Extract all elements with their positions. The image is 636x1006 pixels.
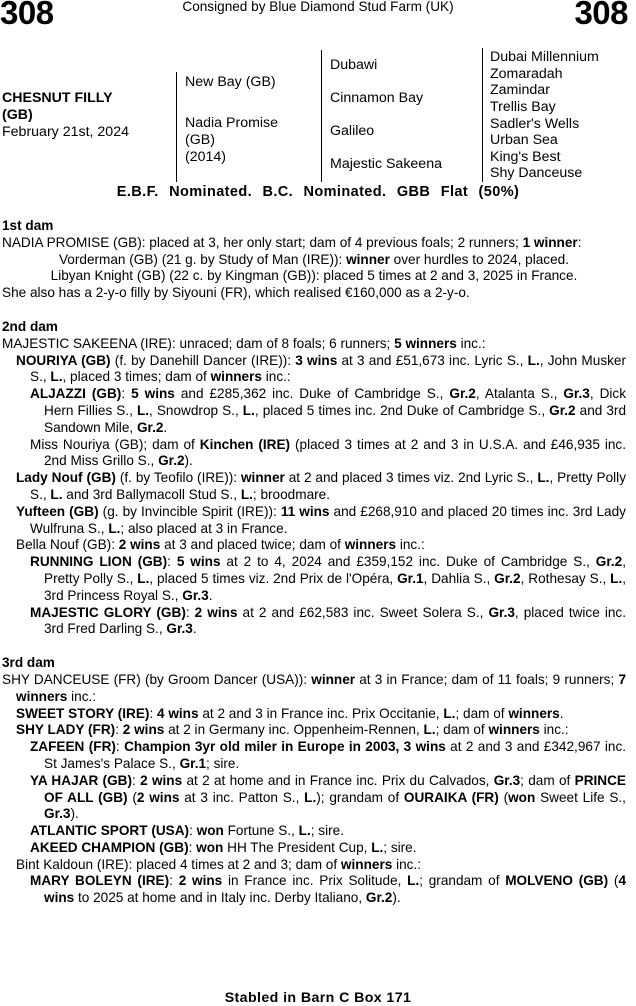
catalogue-page-content [2, 218, 626, 907]
grandparent: Galileo [330, 123, 375, 139]
dam-entry: SHY DANCEUSE (FR) (by Groom Dancer (USA)): winner at 3 in France; dam of 11 foals; 9 runners; 7 winners inc.: [2, 671, 626, 704]
horse-foaled: February 21st, 2024 [2, 124, 129, 140]
grandparent: Cinnamon Bay [330, 90, 424, 106]
great-grandparent: Urban Sea [490, 132, 558, 148]
grandparent: Majestic Sakeena [330, 156, 442, 172]
produce-entry: MAJESTIC GLORY (GB): 2 wins at 2 and £62,583 inc. Sweet Solera S., Gr.3, placed twice inc. 3rd Fred Darling S., Gr.3. [30, 604, 626, 637]
consignor: Consigned by Blue Diamond Stud Farm (UK) [182, 0, 454, 14]
pedigree-divider [482, 48, 483, 182]
great-grandparent: Trellis Bay [490, 99, 556, 115]
produce-entry: ZAFEEN (FR): Champion 3yr old miler in Europe in 2003, 3 wins at 2 and 3 and £342,967 inc. St James's Palace S., Gr.1; sire. [30, 739, 627, 771]
stabling-info: Stabled in Barn C Box 171 [224, 990, 412, 1006]
dam-line-3: (2014) [185, 149, 227, 165]
produce-note: She also has a 2-y-o filly by Siyouni (FR), which realised €160,000 as a 2-y-o. [2, 285, 470, 301]
section-heading-1st-dam: 1st dam [2, 218, 54, 233]
dam-entry: NADIA PROMISE (GB): placed at 3, her only start; dam of 4 previous foals; 2 runners; 1 winner: [2, 234, 582, 250]
produce-entry: SWEET STORY (IRE): 4 wins at 2 and 3 in France inc. Prix Occitanie, L.; dam of winners. [16, 705, 564, 721]
great-grandparent: Sadler's Wells [490, 116, 580, 132]
dam-line-1: Nadia Promise [185, 115, 279, 131]
produce-entry: ATLANTIC SPORT (USA): won Fortune S., L.; sire. [30, 823, 344, 839]
produce-entry: Lady Nouf (GB) (f. by Teofilo (IRE)): winner at 2 and placed 3 times viz. 2nd Lyric S., L., Pretty Polly S., L. and 3rd Ballymacoll Stud S., L.; broodmare. [16, 470, 626, 502]
pedigree-divider [321, 50, 322, 182]
nominations: E.B.F. Nominated. B.C. Nominated. GBB Flat (50%) [116, 184, 520, 200]
section-heading-3rd-dam: 3rd dam [2, 655, 55, 671]
produce-entry: MARY BOLEYN (IRE): 2 wins in France inc. Prix Solitude, L.; grandam of MOLVENO (GB) (4 wins to 2025 at home and in Italy inc. Derby Italiano, Gr.2). [30, 873, 626, 906]
produce-entry: AKEED CHAMPION (GB): won HH The President Cup, L.; sire. [30, 839, 417, 855]
produce-entry: NOURIYA (GB) (f. by Danehill Dancer (IRE)): 3 wins at 3 and £51,673 inc. Lyric S., L., John Musker S., L., placed 3 times; dam of winners inc.: [16, 352, 626, 385]
produce-entry: SHY LADY (FR): 2 wins at 2 in Germany inc. Oppenheim-Rennen, L.; dam of winners inc.: [16, 722, 569, 738]
horse-origin: (GB) [2, 107, 33, 123]
produce-entry: ALJAZZI (GB): 5 wins and £285,362 inc. Duke of Cambridge S., Gr.2, Atalanta S., Gr.3, Dick Hern Fillies S., L., Snowdrop S., L., placed 5 times inc. 2nd Duke of Cambridge S., Gr.2 and 3rd Sandown Mile, Gr.2. [30, 386, 627, 435]
produce-entry: YA HAJAR (GB): 2 wins at 2 at home and in France inc. Prix du Calvados, Gr.3; dam of PRINCE OF ALL (GB) (2 wins at 3 inc. Patton S., L.); grandam of OURAIKA (FR) (won Sweet Life S., Gr.3). [30, 772, 626, 822]
produce-entry: RUNNING LION (GB): 5 wins at 2 to 4, 2024 and £359,152 inc. Duke of Cambridge S., Gr.2, Pretty Polly S., L., placed 5 times viz. 2nd Prix de l'Opéra, Gr.1, Dahlia S., Gr.2, Rothesay S., L., 3rd Princess Royal S., Gr.3. [30, 554, 627, 603]
great-grandparent: Dubai Millennium [490, 49, 599, 65]
grandparent: Dubawi [330, 57, 378, 73]
produce-entry: Libyan Knight (GB) (22 c. by Kingman (GB)): placed 5 times at 2 and 3, 2025 in France. [50, 268, 578, 284]
sire: New Bay (GB) [185, 74, 276, 90]
produce-entry: Vorderman (GB) (21 g. by Study of Man (IRE)): winner over hurdles to 2024, placed. [58, 251, 569, 267]
horse-name: CHESNUT FILLY [2, 90, 113, 106]
produce-entry: Miss Nouriya (GB); dam of Kinchen (IRE) (placed 3 times at 2 and 3 in U.S.A. and £46,935 inc. 2nd Miss Grillo S., Gr.2). [30, 436, 626, 469]
great-grandparent: King's Best [490, 149, 561, 165]
great-grandparent: Shy Danceuse [490, 165, 583, 181]
section-heading-2nd-dam: 2nd dam [2, 318, 58, 334]
great-grandparent: Zamindar [490, 82, 550, 98]
dam-line-2: (GB) [185, 132, 215, 148]
lot-number-right: 308 [574, 0, 628, 31]
pedigree-divider [176, 72, 177, 182]
produce-entry: Yufteen (GB) (g. by Invincible Spirit (IRE)): 11 wins and £268,910 and placed 20 times inc. 3rd Lady Wulfruna S., L.; also placed at 3 in France. [16, 503, 626, 536]
produce-entry: Bint Kaldoun (IRE): placed 4 times at 2 and 3; dam of winners inc.: [16, 856, 422, 872]
great-grandparent: Zomaradah [490, 66, 563, 82]
produce-entry: Bella Nouf (GB): 2 wins at 3 and placed twice; dam of winners inc.: [16, 537, 425, 553]
dam-entry: MAJESTIC SAKEENA (IRE): unraced; dam of 8 foals; 6 runners; 5 winners inc.: [2, 335, 486, 351]
lot-number-left: 308 [0, 0, 54, 31]
